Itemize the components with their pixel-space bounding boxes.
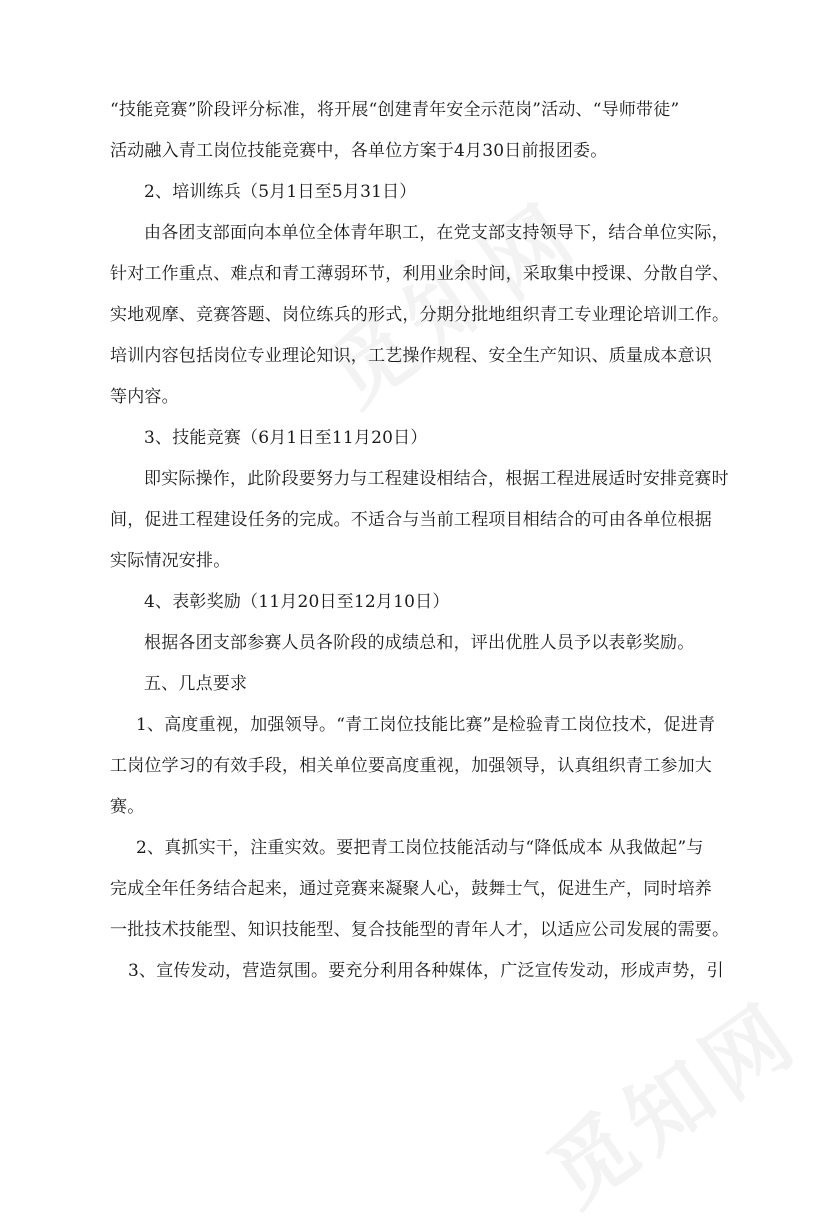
text-line: 间，促进工程建设任务的完成。不适合与当前工程项目相结合的可由各单位根据 (110, 510, 712, 530)
text-line: 一批技术技能型、知识技能型、复合技能型的青年人才，以适应公司发展的需要。 (110, 920, 730, 940)
document-body (110, 100, 730, 1002)
text-line: 1、高度重视，加强领导。“青工岗位技能比赛”是检验青工岗位技术，促进青 (136, 715, 716, 735)
text-line: 即实际操作，此阶段要努力与工程建设相结合，根据工程进展适时安排竞赛时 (144, 469, 729, 489)
text-line: “技能竞赛”阶段评分标准，将开展“创建青年安全示范岗”活动、“导师带徒” (110, 100, 680, 120)
text-line: 3、宣传发动，营造氛围。要充分利用各种媒体，广泛宣传发动，形成声势，引 (128, 961, 724, 981)
text-line: 由各团支部面向本单位全体青年职工，在党支部支持领导下，结合单位实际， (144, 223, 729, 243)
section-heading: 3、技能竞赛（6月1日至11月20日） (144, 428, 428, 448)
text-line: 工岗位学习的有效手段，相关单位要高度重视，加强领导，认真组织青工参加大 (110, 756, 712, 776)
text-line: 根据各团支部参赛人员各阶段的成绩总和，评出优胜人员予以表彰奖励。 (144, 633, 695, 653)
text-line: 等内容。 (110, 387, 179, 407)
text-line: 针对工作重点、难点和青工薄弱环节，利用业余时间，采取集中授课、分散自学、 (110, 264, 730, 284)
section-heading: 4、表彰奖励（11月20日至12月10日） (144, 592, 450, 612)
text-line: 活动融入青工岗位技能竞赛中，各单位方案于4月30日前报团委。 (110, 141, 608, 161)
text-line: 赛。 (110, 797, 145, 817)
text-line: 培训内容包括岗位专业理论知识，工艺操作规程、安全生产知识、质量成本意识 (110, 346, 712, 366)
section-heading: 五、几点要求 (144, 674, 248, 694)
text-line: 实地观摩、竞赛答题、岗位练兵的形式，分期分批地组织青工专业理论培训工作。 (110, 305, 730, 325)
text-line: 实际情况安排。 (110, 551, 231, 571)
watermark-bottom (520, 968, 820, 1229)
text-line: 2、真抓实干，注重实效。要把青工岗位技能活动与“降低成本 从我做起”与 (136, 838, 704, 858)
section-heading: 2、培训练兵（5月1日至5月31日） (144, 182, 417, 202)
text-line: 完成全年任务结合起来，通过竞赛来凝聚人心，鼓舞士气，促进生产，同时培养 (110, 879, 712, 899)
